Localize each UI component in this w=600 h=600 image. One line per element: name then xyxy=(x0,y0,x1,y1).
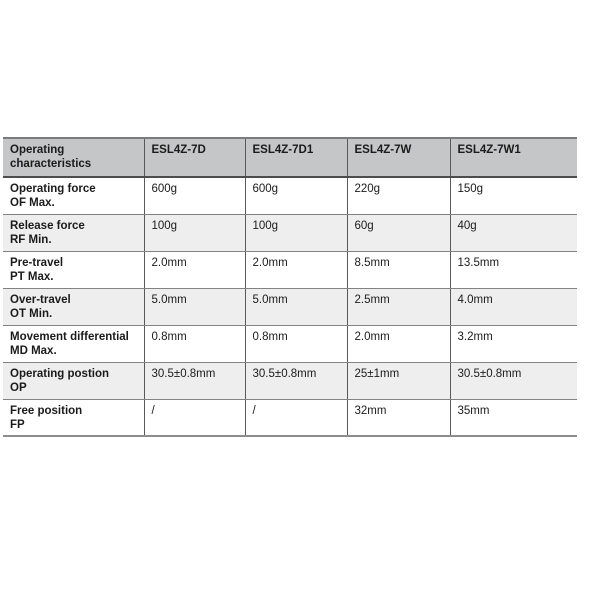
row-label-line1: Movement differential xyxy=(10,330,129,343)
row-label-cell xyxy=(3,288,144,325)
table-row xyxy=(3,325,577,362)
spec-value-cell: 100g xyxy=(144,214,245,251)
row-label-line1: Free position xyxy=(10,404,83,417)
table-row xyxy=(3,288,577,325)
spec-value-cell: 600g xyxy=(144,177,245,214)
row-label-line1: Over-travel xyxy=(10,293,71,306)
spec-value-cell: 3.2mm xyxy=(450,325,577,362)
header-cell-model: ESL4Z-7W xyxy=(347,138,450,177)
header-cell-model: ESL4Z-7D1 xyxy=(245,138,347,177)
spec-value-cell: / xyxy=(245,399,347,436)
spec-value-cell: 100g xyxy=(245,214,347,251)
spec-value-cell: 30.5±0.8mm xyxy=(245,362,347,399)
spec-value-cell: 35mm xyxy=(450,399,577,436)
spec-value-cell: 600g xyxy=(245,177,347,214)
header-cell-model: ESL4Z-7W1 xyxy=(450,138,577,177)
row-label-line1: Pre-travel xyxy=(10,256,64,269)
spec-table-body xyxy=(3,177,577,436)
header-cell-model: ESL4Z-7D xyxy=(144,138,245,177)
row-label-line1: Release force xyxy=(10,219,85,232)
spec-value-cell: 0.8mm xyxy=(144,325,245,362)
header-title-line2: characteristics xyxy=(10,158,92,170)
spec-value-cell: 2.0mm xyxy=(144,251,245,288)
table-row xyxy=(3,214,577,251)
row-label-cell xyxy=(3,251,144,288)
row-label-line1: Operating force xyxy=(10,183,96,195)
spec-value-cell: / xyxy=(144,399,245,436)
row-label-line2: OT Min. xyxy=(10,307,53,320)
row-label-cell xyxy=(3,399,144,436)
row-label-line2: RF Min. xyxy=(10,233,52,246)
spec-value-cell: 150g xyxy=(450,177,577,214)
table-row xyxy=(3,362,577,399)
row-label-cell xyxy=(3,177,144,214)
row-label-cell xyxy=(3,214,144,251)
spec-value-cell: 30.5±0.8mm xyxy=(144,362,245,399)
row-label-line2: MD Max. xyxy=(10,344,57,357)
table-header-row xyxy=(3,138,577,177)
spec-value-cell: 60g xyxy=(347,214,450,251)
row-label-cell xyxy=(3,325,144,362)
spec-value-cell: 25±1mm xyxy=(347,362,450,399)
row-label-line1: Operating postion xyxy=(10,367,110,380)
row-label-line2: OF Max. xyxy=(10,197,55,209)
spec-value-cell: 2.0mm xyxy=(347,325,450,362)
spec-value-cell: 5.0mm xyxy=(245,288,347,325)
row-label-line2: FP xyxy=(10,418,25,431)
spec-value-cell: 220g xyxy=(347,177,450,214)
table-row xyxy=(3,251,577,288)
spec-value-cell: 5.0mm xyxy=(144,288,245,325)
row-label-line2: OP xyxy=(10,381,27,394)
spec-value-cell: 2.0mm xyxy=(245,251,347,288)
spec-value-cell: 40g xyxy=(450,214,577,251)
header-title-line1: Operating xyxy=(10,144,65,156)
table-row xyxy=(3,177,577,214)
spec-value-cell: 30.5±0.8mm xyxy=(450,362,577,399)
row-label-cell xyxy=(3,362,144,399)
spec-value-cell: 32mm xyxy=(347,399,450,436)
header-cell-operating-characteristics xyxy=(3,138,144,177)
spec-value-cell: 4.0mm xyxy=(450,288,577,325)
spec-value-cell: 8.5mm xyxy=(347,251,450,288)
table-row xyxy=(3,399,577,436)
spec-value-cell: 13.5mm xyxy=(450,251,577,288)
spec-table xyxy=(3,137,577,437)
row-label-line2: PT Max. xyxy=(10,270,54,283)
spec-value-cell: 2.5mm xyxy=(347,288,450,325)
spec-value-cell: 0.8mm xyxy=(245,325,347,362)
